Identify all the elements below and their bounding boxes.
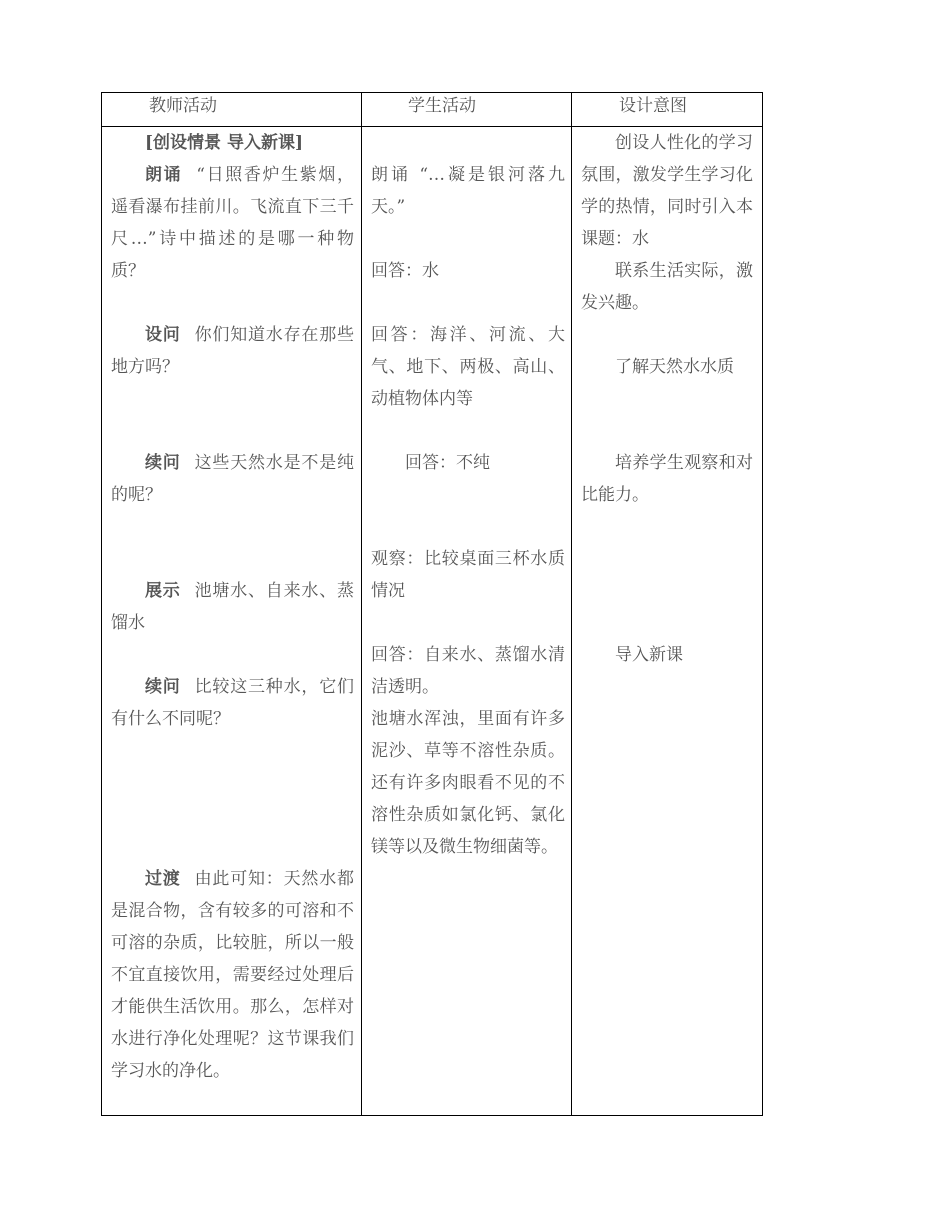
teacher-text: 你们知道水存在那些地方吗？ — [111, 325, 355, 377]
student-answer-4: 回答：自来水、蒸馏水清洁透明。 — [371, 645, 565, 697]
keyword: 展示 — [145, 581, 181, 601]
student-answer-4b: 池塘水浑浊，里面有许多泥沙、草等不溶性杂质。还有许多肉眼看不见的不溶性杂质如氯化钙、氯化镁等以及微生物细菌等。 — [371, 709, 565, 857]
teacher-transition — [111, 863, 354, 1087]
design-intent-2: 联系生活实际，激发兴趣。 — [581, 261, 753, 313]
teacher-followup-1 — [111, 447, 354, 511]
column-divider — [361, 93, 362, 126]
section-title: [创设情景 导入新课] — [145, 133, 304, 153]
keyword: 朗诵 — [145, 165, 183, 185]
column-divider — [571, 127, 572, 1115]
table-body-row — [102, 127, 762, 1115]
design-intent-cell — [581, 127, 753, 671]
keyword: 过渡 — [145, 869, 181, 889]
table-header-row — [102, 93, 762, 127]
student-answer-1: 回答：水 — [371, 261, 439, 281]
column-divider — [361, 127, 362, 1115]
teacher-text: 比较这三种水，它们有什么不同呢？ — [111, 677, 355, 729]
teacher-recite — [111, 159, 354, 287]
lesson-plan-table — [101, 92, 763, 1116]
column-divider — [571, 93, 572, 126]
teacher-ask — [111, 319, 354, 383]
header-student-activity: 学生活动 — [408, 96, 476, 116]
teacher-followup-2 — [111, 671, 354, 735]
teacher-text: “日照香炉生紫烟，遥看瀑布挂前川。飞流直下三千尺…”诗中描述的是哪一种物质？ — [111, 165, 354, 281]
design-intent-5: 导入新课 — [615, 645, 683, 665]
design-intent-4: 培养学生观察和对比能力。 — [581, 453, 753, 505]
teacher-show — [111, 575, 354, 639]
student-answer-3: 回答：不纯 — [405, 453, 490, 473]
teacher-text: 池塘水、自来水、蒸馏水 — [111, 581, 355, 633]
header-teacher-activity: 教师活动 — [149, 96, 217, 116]
student-observe: 观察：比较桌面三杯水质情况 — [371, 549, 565, 601]
keyword: 续问 — [145, 453, 181, 473]
design-intent-1: 创设人性化的学习氛围，激发学生学习化学的热情，同时引入本课题：水 — [581, 133, 753, 249]
student-activity-cell — [371, 127, 565, 863]
keyword: 设问 — [145, 325, 181, 345]
design-intent-3: 了解天然水水质 — [615, 357, 734, 377]
teacher-text: 这些天然水是不是纯的呢？ — [111, 453, 355, 505]
student-recite: 朗诵 “…凝是银河落九天。” — [371, 165, 565, 217]
teacher-text: 由此可知：天然水都是混合物，含有较多的可溶和不可溶的杂质，比较脏，所以一般不宜直接饮用，需要经过处理后才能供生活饮用。那么，怎样对水进行净化处理呢？这节课我们学习水的净化。 — [111, 869, 355, 1081]
student-answer-2: 回答：海洋、河流、大气、地下、两极、高山、动植物体内等 — [371, 325, 565, 409]
header-design-intent: 设计意图 — [619, 96, 687, 116]
teacher-activity-cell — [111, 127, 354, 1087]
keyword: 续问 — [145, 677, 181, 697]
